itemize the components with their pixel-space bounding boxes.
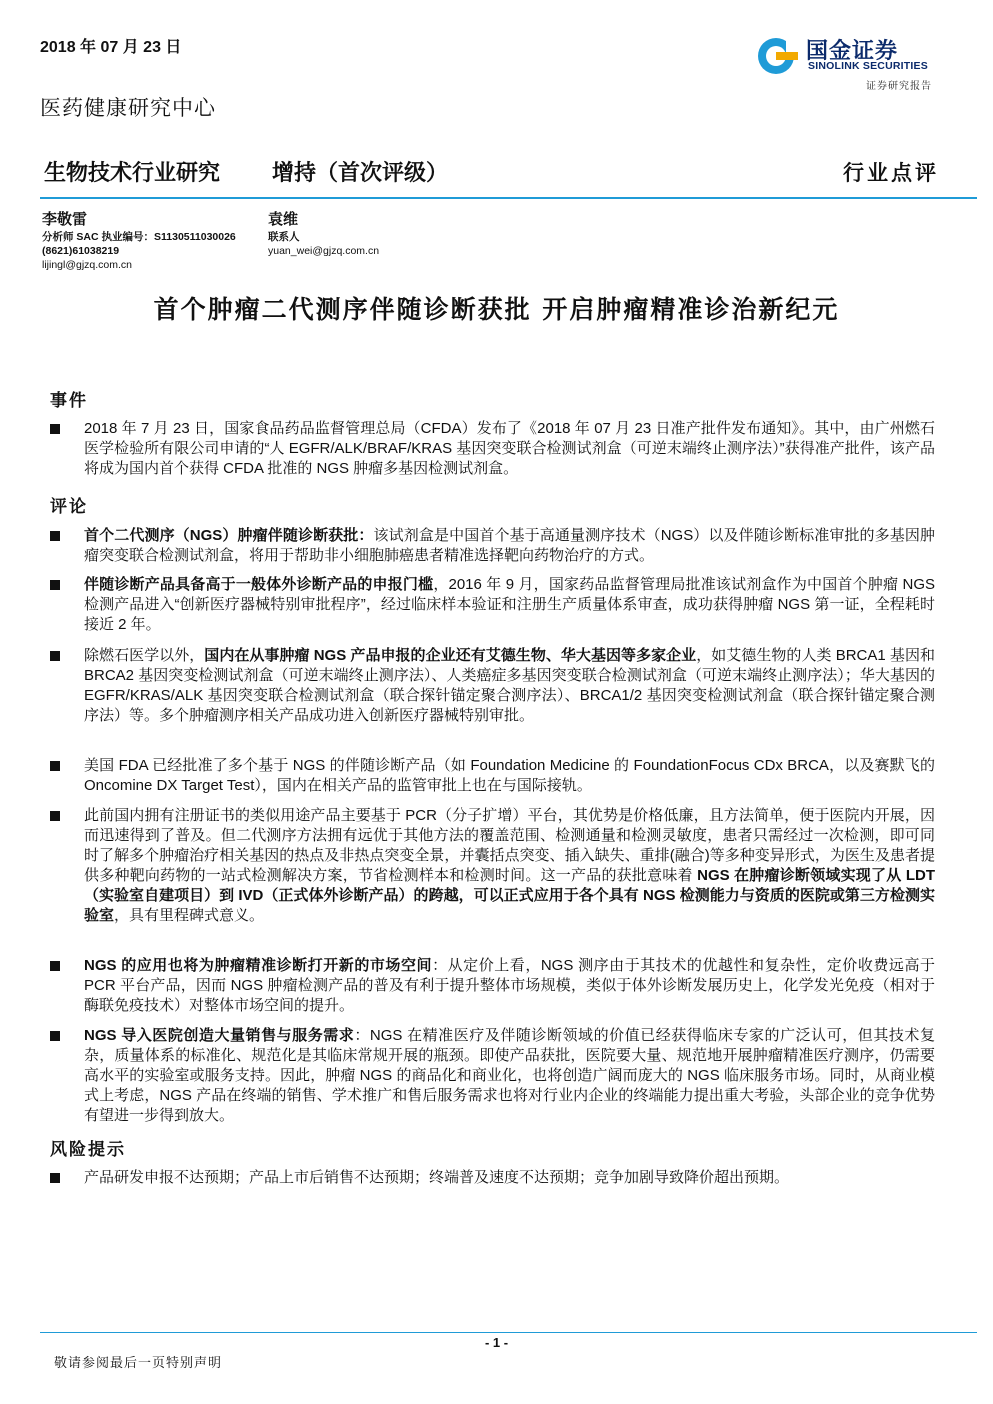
footer-rule [40,1332,977,1333]
bullet-icon [50,1173,60,1183]
comment-paragraph-6 [84,956,935,1016]
analyst-phone: (8621)61038219 [42,245,120,257]
section-event-heading: 事件 [50,391,88,411]
comment-3-text: ，如艾德生物的人类 BRCA1 基因和 BRCA2 基因突变检测试剂盒（可逆末端终止测序法）、人类癌症多基因突变联合检测试剂盒（可逆末端终止测序法）；华大基因的 EGFR/KRAS/ALK 基因突变联合检测试剂盒（联合探针锚定聚合测序法）、BRCA1/2 基因突变检测试剂盒（联合探针锚定聚合测序法）等。多个肿瘤测序相关产品成功进入创新医疗器械特别审批。 [84,647,935,724]
logo-text-cn: 国金证券 [806,38,899,63]
comment-7-text: ：NGS 在精准医疗及伴随诊断领域的价值已经获得临床专家的广泛认可，但其技术复杂，质量体系的标准化、规范化是其临床常规开展的瓶颈。即使产品获批，医院要大量、规范地开展肿瘤精准医疗测序，仍需要高水平的实验室或服务支持。因此，肿瘤 NGS 的商品化和商业化，也将创造广阔而庞大的 NGS 临床服务市场。同时，从商业模式上考虑，NGS 产品在终端的销售、学术推广和售后服务需求也将对行业内企业的终端能力提出重大考验，头部企业的竞争优势有望进一步得到放大。 [84,1027,935,1124]
comment-6-text: ：从定价上看，NGS 测序由于其技术的优越性和复杂性，定价收费远高于 PCR 平台产品，因而 NGS 肿瘤检测产品的普及有利于提升整体市场规模，类似于体外诊断发展历史上，化学发光免疫（相对于酶联免疫技术）对整体市场空间的提升。 [84,957,935,1014]
analyst-block-1 [42,208,236,272]
comment-paragraph-5 [84,806,935,926]
rating-title: 增持（首次评级） [272,160,449,185]
header-rule [40,197,977,199]
comment-paragraph-3 [84,646,935,726]
company-logo-icon [756,34,802,76]
comment-2-text: ，2016 年 9 月，国家药品监督管理局批准该试剂盒作为中国首个肿瘤 NGS 检测产品进入“创新医疗器械特别审批程序”，经过临床样本验证和注册生产质量体系审查，成功获得肿瘤 NGS 第一证，全程耗时接近 2 年。 [84,576,935,633]
comment-3-highlight: 国内在从事肿瘤 NGS 产品申报的企业还有艾德生物、华大基因等多家企业 [204,647,697,664]
event-paragraph: 2018 年 7 月 23 日，国家食品药品监督管理总局（CFDA）发布了《2018 年 07 月 23 日准产批件发布通知》。其中，由广州燃石医学检验所有限公司申请的“人 EGFR/ALK/BRAF/KRAS 基因突变联合检测试剂盒（可逆末端终止测序法）”获得准产批件，该产品将成为国内首个获得 CFDA 批准的 NGS 肿瘤多基因检测试剂盒。 [84,420,935,477]
comment-2-highlight: 伴随诊断产品具备高于一般体外诊断产品的申报门槛 [84,576,434,593]
analyst-email: lijingl@gjzq.com.cn [42,259,133,271]
bullet-icon [50,761,60,771]
comment-paragraph-1 [84,526,935,566]
comment-1-text: 该试剂盒是中国首个基于高通量测序技术（NGS）以及伴随诊断标准审批的多基因肿瘤突变联合检测试剂盒，将用于帮助非小细胞肺癌患者精准选择靶向药物治疗的方式。 [84,527,935,564]
comment-3-pre: 除燃石医学以外， [84,647,205,664]
department-name: 医药健康研究中心 [40,96,216,120]
bullet-icon [50,811,60,821]
industry-title: 生物技术行业研究 [44,160,221,185]
bullet-icon [50,580,60,590]
page-number: - 1 - [484,1335,509,1350]
comment-1-highlight: 首个二代测序（NGS）肿瘤伴随诊断获批： [84,527,374,544]
section-comment-heading: 评论 [50,497,88,517]
comment-5-text: 此前国内拥有注册证书的类似用途产品主要基于 PCR（分子扩增）平台，其优势是价格低廉，且方法简单，便于医院内开展，因而迅速得到了普及。但二代测序方法拥有远优于其他方法的覆盖范围、检测通量和检测灵敏度，患者只需经过一次检测，即可同时了解多个肿瘤治疗相关基因的热点及非热点突变全景，并囊括点突变、插入缺失、重排(融合)等多种变异形式，为医生及患者提供多种靶向药物的一站式检测解决方案，节省检测样本和检测时间。这一产品的获批意味着 [84,807,935,884]
contact-name: 袁维 [268,210,299,228]
comment-7-highlight: NGS 导入医院创造大量销售与服务需求 [84,1027,355,1044]
report-type: 行业点评 [843,160,939,185]
bullet-icon [50,961,60,971]
comment-5-post: ，具有里程碑式意义。 [114,907,265,924]
bullet-icon [50,651,60,661]
disclaimer-note: 敬请参阅最后一页特别声明 [54,1356,223,1371]
comment-paragraph-2 [84,575,935,635]
comment-paragraph-7 [84,1026,935,1126]
risk-paragraph: 产品研发申报不达预期；产品上市后销售不达预期；终端普及速度不达预期；竞争加剧导致降价超出预期。 [84,1169,790,1186]
contact-role: 联系人 [268,231,300,243]
analyst-name: 李敬雷 [42,210,88,228]
analyst-license: 分析师 SAC 执业编号：S1130511030026 [42,231,236,243]
comment-6-highlight: NGS 的应用也将为肿瘤精准诊断打开新的市场空间 [84,957,433,974]
logo-subtitle: 证券研究报告 [866,81,932,92]
section-risk-heading: 风险提示 [50,1140,126,1160]
comment-5-highlight: NGS 在肿瘤诊断领域实现了从 LDT（实验室自建项目）到 IVD（正式体外诊断产品）的跨越，可以正式应用于各个具有 NGS 检测能力与资质的医院或第三方检测实验室 [84,867,936,924]
analyst-block-2 [268,208,379,258]
bullet-icon [50,1031,60,1041]
contact-email: yuan_wei@gjzq.com.cn [268,245,380,257]
comment-4-text: 美国 FDA 已经批准了多个基于 NGS 的伴随诊断产品（如 Foundation Medicine 的 FoundationFocus CDx BRCA，以及赛默飞的 Oncomine DX Target Test），国内在相关产品的监管审批上也在与国际接轨。 [84,757,935,794]
report-title: 首个肿瘤二代测序伴随诊断获批 开启肿瘤精准诊治新纪元 [153,295,840,324]
comment-paragraph-4 [84,756,935,796]
report-date: 2018 年 07 月 23 日 [40,39,182,56]
bullet-icon [50,424,60,434]
bullet-icon [50,531,60,541]
logo-text-en: SINOLINK SECURITIES [808,60,928,72]
